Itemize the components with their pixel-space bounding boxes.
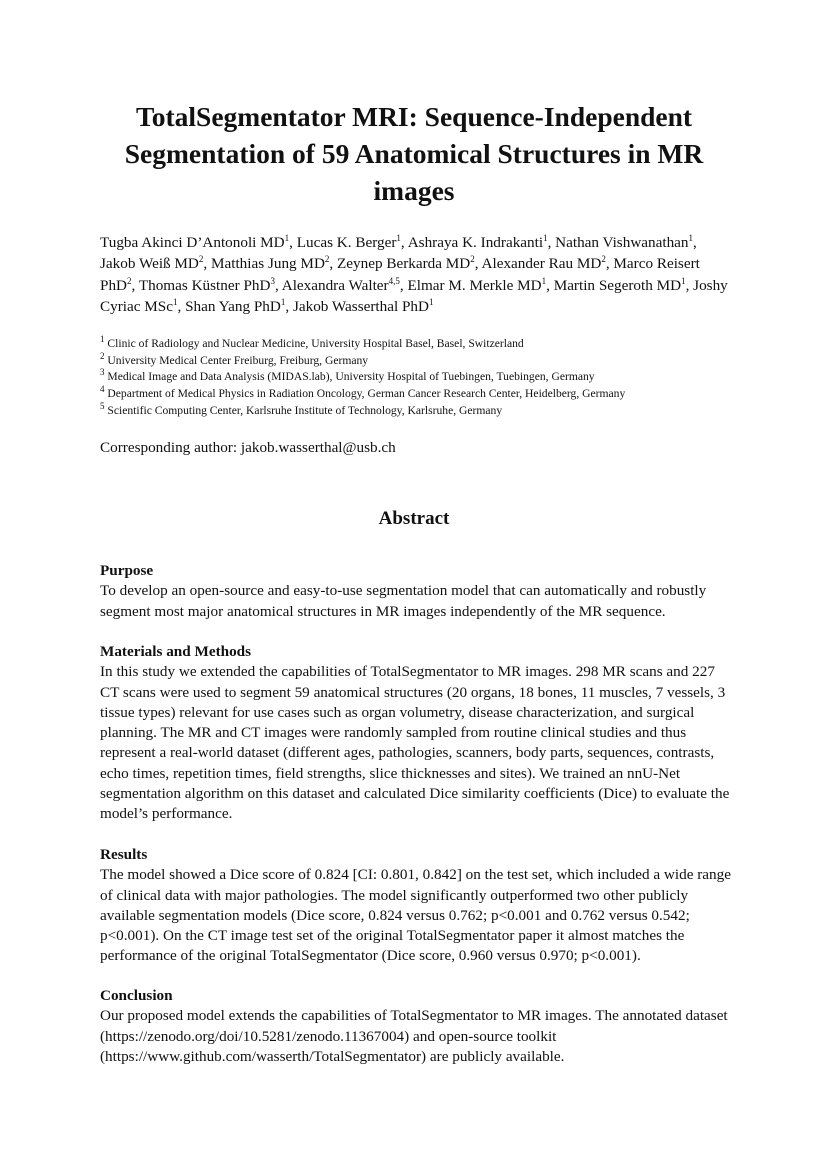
results-heading: Results bbox=[100, 846, 148, 863]
affiliation-text: Clinic of Radiology and Nuclear Medicine, University Hospital Basel, Basel, Switzerland bbox=[107, 337, 524, 350]
affiliation-number: 1 bbox=[100, 334, 105, 345]
affiliation-number: 4 bbox=[100, 384, 105, 395]
results-text: The model showed a Dice score of 0.824 [CI: 0.801, 0.842] on the test set, which included a wide range of clinical data with major pathologies. The model significantly outperformed two other publicly available segmentation models (Dice score, 0.824 versus 0.762; p<0.001 and 0.762 versus 0.542; p<0.001). On the CT image test set of the original TotalSegmentator paper it almost matches the performance of the original TotalSegmentator (Dice score, 0.960 versus 0.970; p<0.001). bbox=[100, 866, 731, 965]
paper-title: TotalSegmentator MRI: Sequence-Independent Segmentation of 59 Anatomical Structures in MR images bbox=[124, 101, 704, 206]
author-affiliation-marker: 2 bbox=[470, 254, 475, 265]
author-list: Tugba Akinci D’Antonoli $MD^1$, Lucas K. Berger$^1$, Ashraya K. Indrakanti$^1$, Nathan Vishwanathan$^1$, Jakob Weiß $MD^2$, Matthias Jung $MD^2$, Zeynep Berkarda $MD^2$, Alexander Rau $MD^2$, Marco Reisert PhD$^2$, Thomas Küstner PhD$^3$, Alexandra Walter$^{4,5}$, Elmar M. Merkle $MD^1$, Martin Segeroth $MD^1$, Joshy Cyriac MSc$^1$, Shan Yang PhD$^1$, Jakob Wasserthal PhD$^1$ bbox=[100, 232, 728, 315]
conclusion-text: Our proposed model extends the capabilities of TotalSegmentator to MR images. The annotated dataset (https://zenodo.org/doi/10.5281/zenodo.11367004) and open-source toolkit (https://www.github.com/wasserth/TotalSegmentator) are publicly available. bbox=[100, 1007, 728, 1065]
author-name: Joshy Cyriac MSc bbox=[100, 276, 728, 315]
author-name: Jakob Weiß MD bbox=[100, 255, 199, 273]
author-name: Martin Segeroth MD bbox=[553, 276, 682, 294]
author-name: Ashraya K. Indrakanti bbox=[407, 234, 544, 251]
author-affiliation-marker: 4,5 bbox=[388, 275, 400, 286]
author-affiliation-marker: 1 bbox=[681, 275, 686, 286]
author-affiliation-marker: 2 bbox=[198, 254, 204, 265]
abstract-purpose bbox=[100, 561, 732, 622]
author-affiliation-marker: 1 bbox=[284, 232, 290, 243]
author-affiliation-marker: 1 bbox=[541, 275, 547, 286]
affiliation-list bbox=[100, 336, 740, 420]
author-name: Lucas K. Berger bbox=[296, 234, 397, 251]
author-name: Marco Reisert PhD bbox=[100, 255, 700, 294]
affiliation-text: University Medical Center Freiburg, Freiburg, Germany bbox=[107, 353, 369, 367]
abstract-heading: Abstract bbox=[378, 508, 450, 529]
author-name: Elmar M. Merkle MD bbox=[407, 276, 542, 294]
author-affiliation-marker: 1 bbox=[428, 296, 434, 307]
purpose-text: To develop an open-source and easy-to-use segmentation model that can automatically and robustly segment most major anatomical structures in MR images independently of the MR sequence. bbox=[100, 582, 707, 620]
author-name: Zeynep Berkarda MD bbox=[337, 255, 471, 273]
abstract-results bbox=[100, 845, 732, 967]
corresponding-author: Corresponding author: jakob.wasserthal@usb.ch bbox=[100, 439, 396, 456]
author-affiliation-marker: 2 bbox=[601, 254, 606, 265]
affiliation-text: Medical Image and Data Analysis (MIDAS.lab), University Hospital of Tuebingen, Tuebingen, Germany bbox=[107, 370, 595, 384]
author-name: Alexander Rau MD bbox=[481, 255, 602, 273]
author-affiliation-marker: 1 bbox=[280, 296, 286, 307]
methods-heading: Materials and Methods bbox=[100, 643, 252, 660]
author-name: Jakob Wasserthal PhD bbox=[292, 297, 429, 315]
methods-text: In this study we extended the capabilities of TotalSegmentator to MR images. 298 MR scans and 227 CT scans were used to segment 59 anatomical structures (20 organs, 18 bones, 11 muscles, 7 vessels, 3 tissue types) relevant for use cases such as organ volumetry, disease characterization, and surgical planning. The MR and CT images were randomly sampled from routine clinical studies and thus represent a real-world dataset (different ages, pathologies, scanners, body parts, sequences, contrasts, echo times, repetition times, field strengths, slice thicknesses and sites). We trained an nnU-Net segmentation algorithm on this dataset and calculated Dice similarity coefficients (Dice) to evaluate the model’s performance. bbox=[100, 663, 730, 823]
author-name: Nathan Vishwanathan bbox=[555, 234, 689, 251]
affiliation-number: 2 bbox=[100, 350, 105, 361]
affiliation-item bbox=[100, 386, 740, 403]
author-name: Tugba Akinci D’Antonoli MD bbox=[100, 234, 285, 251]
author-affiliation-marker: 1 bbox=[688, 232, 694, 243]
affiliation-text: Department of Medical Physics in Radiation Oncology, German Cancer Research Center, Heidelberg, Germany bbox=[107, 387, 626, 401]
affiliation-item bbox=[100, 400, 740, 420]
author-affiliation-marker: 1 bbox=[396, 232, 401, 243]
affiliation-item bbox=[100, 350, 740, 370]
author-name: Shan Yang PhD bbox=[185, 297, 281, 315]
author-affiliation-marker: 1 bbox=[543, 232, 548, 243]
conclusion-heading: Conclusion bbox=[100, 987, 173, 1004]
author-name: Alexandra Walter bbox=[281, 276, 389, 294]
author-name: Matthias Jung MD bbox=[211, 255, 325, 273]
author-affiliation-marker: 2 bbox=[324, 254, 330, 265]
affiliation-text: Scientific Computing Center, Karlsruhe Institute of Technology, Karlsruhe, Germany bbox=[107, 403, 503, 417]
author-name: Thomas Küstner PhD bbox=[138, 276, 271, 294]
affiliation-item bbox=[100, 336, 740, 353]
affiliation-number: 5 bbox=[100, 400, 105, 411]
author-affiliation-marker: 1 bbox=[172, 296, 178, 307]
purpose-heading: Purpose bbox=[100, 562, 154, 579]
affiliation-item bbox=[100, 369, 740, 386]
abstract-conclusion bbox=[100, 986, 732, 1067]
affiliation-number: 3 bbox=[100, 367, 105, 378]
author-affiliation-marker: 3 bbox=[270, 275, 275, 286]
abstract-methods bbox=[100, 642, 732, 825]
author-affiliation-marker: 2 bbox=[127, 275, 132, 286]
